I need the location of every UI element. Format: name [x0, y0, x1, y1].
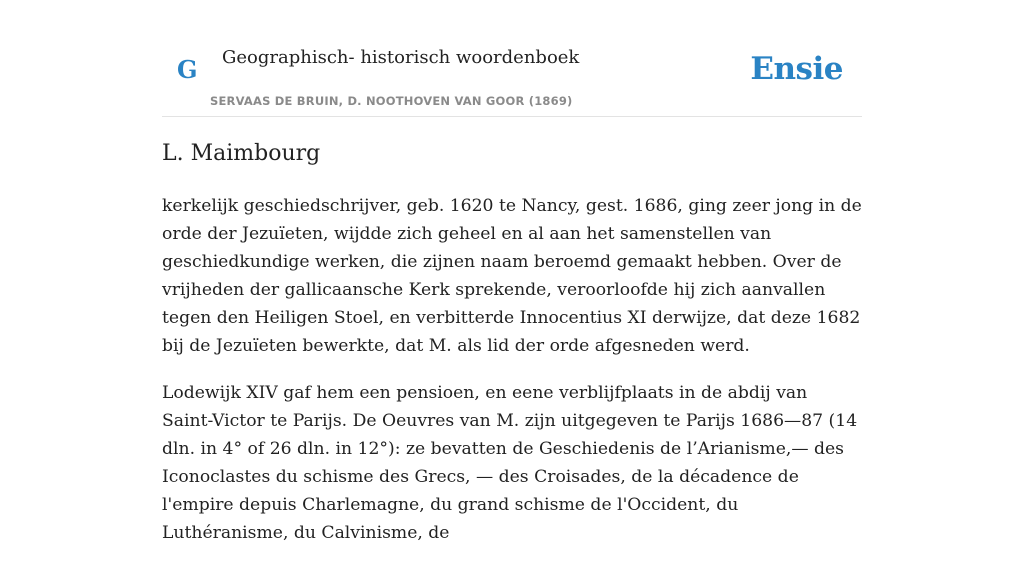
ensie-logo-link[interactable]: Ensie	[750, 51, 843, 87]
header	[162, 0, 862, 117]
book-authors: SERVAAS DE BRUIN, D. NOOTHOVEN VAN GOOR (1869)	[210, 94, 573, 108]
entry-title: L. Maimbourg	[162, 141, 321, 166]
book-logo-icon[interactable]: G	[177, 55, 198, 84]
book-title-link[interactable]: Geographisch- historisch woordenboek	[222, 47, 580, 68]
entry-content	[162, 192, 862, 566]
entry-paragraph: Lodewijk XIV gaf hem een pensioen, en eene verblijfplaats in de abdij van Saint-Victor te Parijs. De Oeuvres van M. zijn uitgegeven te Parijs 1686—87 (14 dln. in 4° of 26 dln. in 12°): ze bevatten de Geschiedenis de l’Arianisme,— des Iconoclastes du schisme des Grecs, — des Croisades, de la décadence de l'empire depuis Charlemagne, du grand schisme de l'Occident, du Luthéranisme, du Calvinisme, de	[162, 383, 858, 543]
entry-paragraph: kerkelijk geschiedschrijver, geb. 1620 te Nancy, gest. 1686, ging zeer jong in de orde der Jezuïeten, wijdde zich geheel en al aan het samenstellen van geschiedkundige werken, die zijnen naam beroemd gemaakt hebben. Over de vrijheden der gallicaansche Kerk sprekende, veroorloofde hij zich aanvallen tegen den Heiligen Stoel, en verbitterde Innocentius XI derwijze, dat deze 1682 bij de Jezuïeten bewerkte, dat M. als lid der orde afgesneden werd.	[162, 196, 862, 356]
